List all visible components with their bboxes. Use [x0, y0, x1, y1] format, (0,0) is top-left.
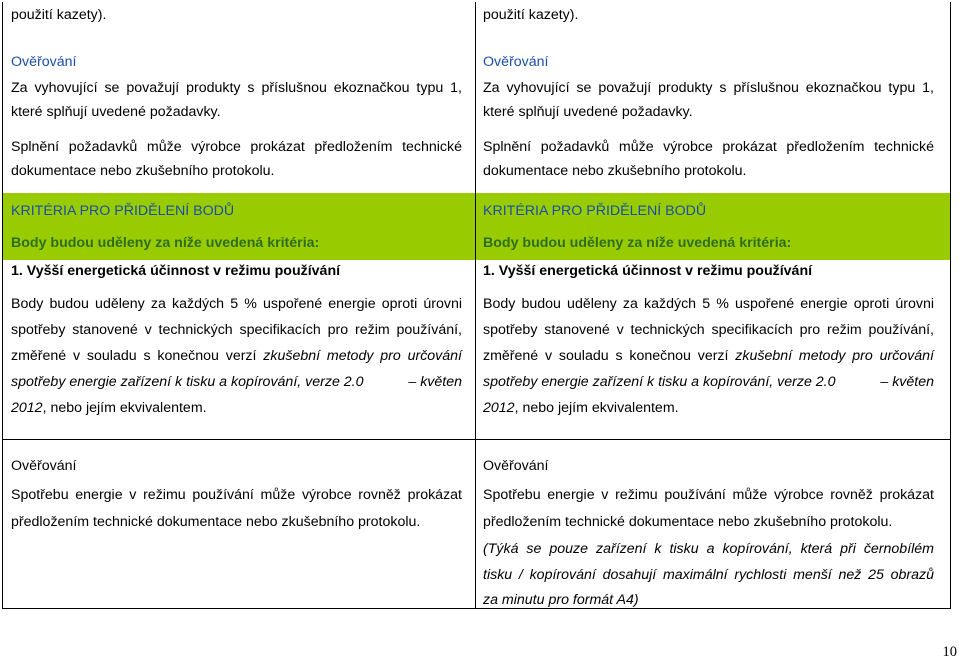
right-c1-line5: 2012, nebo jejím ekvivalentem.	[483, 400, 679, 416]
left-c1-line1: Body budou uděleny za každých 5 % uspořené energie oproti úrovni	[11, 296, 462, 312]
right-c1-line2: spotřeby stanovené v technických specifikacích pro režim používání,	[483, 322, 934, 338]
right-column	[475, 2, 940, 608]
right-note-line1: (Týká se pouze zařízení k tisku a kopírování, která při černobílém	[483, 541, 934, 557]
left-top-text: použití kazety).	[11, 7, 107, 23]
left-verify2-heading: Ověřování	[11, 458, 77, 474]
left-verify2-line1: Spotřebu energie v režimu používání může výrobce rovněž prokázat	[11, 487, 462, 503]
right-note-line2: tisku / kopírování dosahují maximální rychlosti menší než 25 obrazů	[483, 567, 934, 583]
page-number: 10	[942, 644, 957, 660]
right-top-text: použití kazety).	[483, 7, 579, 23]
right-note-line3: za minutu pro formát A4)	[483, 592, 639, 608]
right-c1-line4: spotřeby energie zařízení k tisku a kopírování, verze 2.0 – květen	[483, 374, 934, 390]
comparison-table	[2, 2, 951, 609]
left-c1-line5: 2012, nebo jejím ekvivalentem.	[11, 400, 207, 416]
right-points-heading: Body budou uděleny za níže uvedená kritéria:	[483, 235, 792, 251]
left-verify1-line1: Za vyhovující se považují produkty s příslušnou ekoznačkou typu 1,	[11, 80, 462, 96]
right-verify1-line1: Za vyhovující se považují produkty s příslušnou ekoznačkou typu 1,	[483, 80, 934, 96]
left-criteria-heading: KRITÉRIA PRO PŘIDĚLENÍ BODŮ	[11, 203, 235, 219]
left-c1-line2: spotřeby stanovené v technických specifikacích pro režim používání,	[11, 322, 462, 338]
right-verify2-line1: Spotřebu energie v režimu používání může výrobce rovněž prokázat	[483, 487, 934, 503]
left-column	[3, 2, 468, 608]
right-c1-line3: změřené v souladu s konečnou verzí zkušební metody pro určování	[483, 348, 934, 364]
left-criterion1-title: 1. Vyšší energetická účinnost v režimu používání	[11, 263, 341, 279]
left-verify1-p2-line1: Splnění požadavků může výrobce prokázat předložením technické	[11, 139, 462, 155]
right-verify1-heading: Ověřování	[483, 54, 549, 70]
right-verify1-p2-line1: Splnění požadavků může výrobce prokázat předložením technické	[483, 139, 934, 155]
right-verify2-heading: Ověřování	[483, 458, 549, 474]
left-c1-line4: spotřeby energie zařízení k tisku a kopírování, verze 2.0 – květen	[11, 374, 462, 390]
left-verify1-p2-line2: dokumentace nebo zkušebního protokolu.	[11, 163, 275, 179]
right-criterion1-title: 1. Vyšší energetická účinnost v režimu používání	[483, 263, 813, 279]
left-c1-line3: změřené v souladu s konečnou verzí zkušební metody pro určování	[11, 348, 462, 364]
right-c1-line1: Body budou uděleny za každých 5 % uspořené energie oproti úrovni	[483, 296, 934, 312]
left-verify1-heading: Ověřování	[11, 54, 77, 70]
right-criteria-heading: KRITÉRIA PRO PŘIDĚLENÍ BODŮ	[483, 203, 707, 219]
left-verify2-line2: předložením technické dokumentace nebo zkušebního protokolu.	[11, 514, 421, 530]
left-points-heading: Body budou uděleny za níže uvedená kritéria:	[11, 235, 320, 251]
left-verify1-line2: které splňují uvedené požadavky.	[11, 104, 221, 120]
right-verify2-line2: předložením technické dokumentace nebo zkušebního protokolu.	[483, 514, 893, 530]
right-verify1-p2-line2: dokumentace nebo zkušebního protokolu.	[483, 163, 747, 179]
right-verify1-line2: které splňují uvedené požadavky.	[483, 104, 693, 120]
